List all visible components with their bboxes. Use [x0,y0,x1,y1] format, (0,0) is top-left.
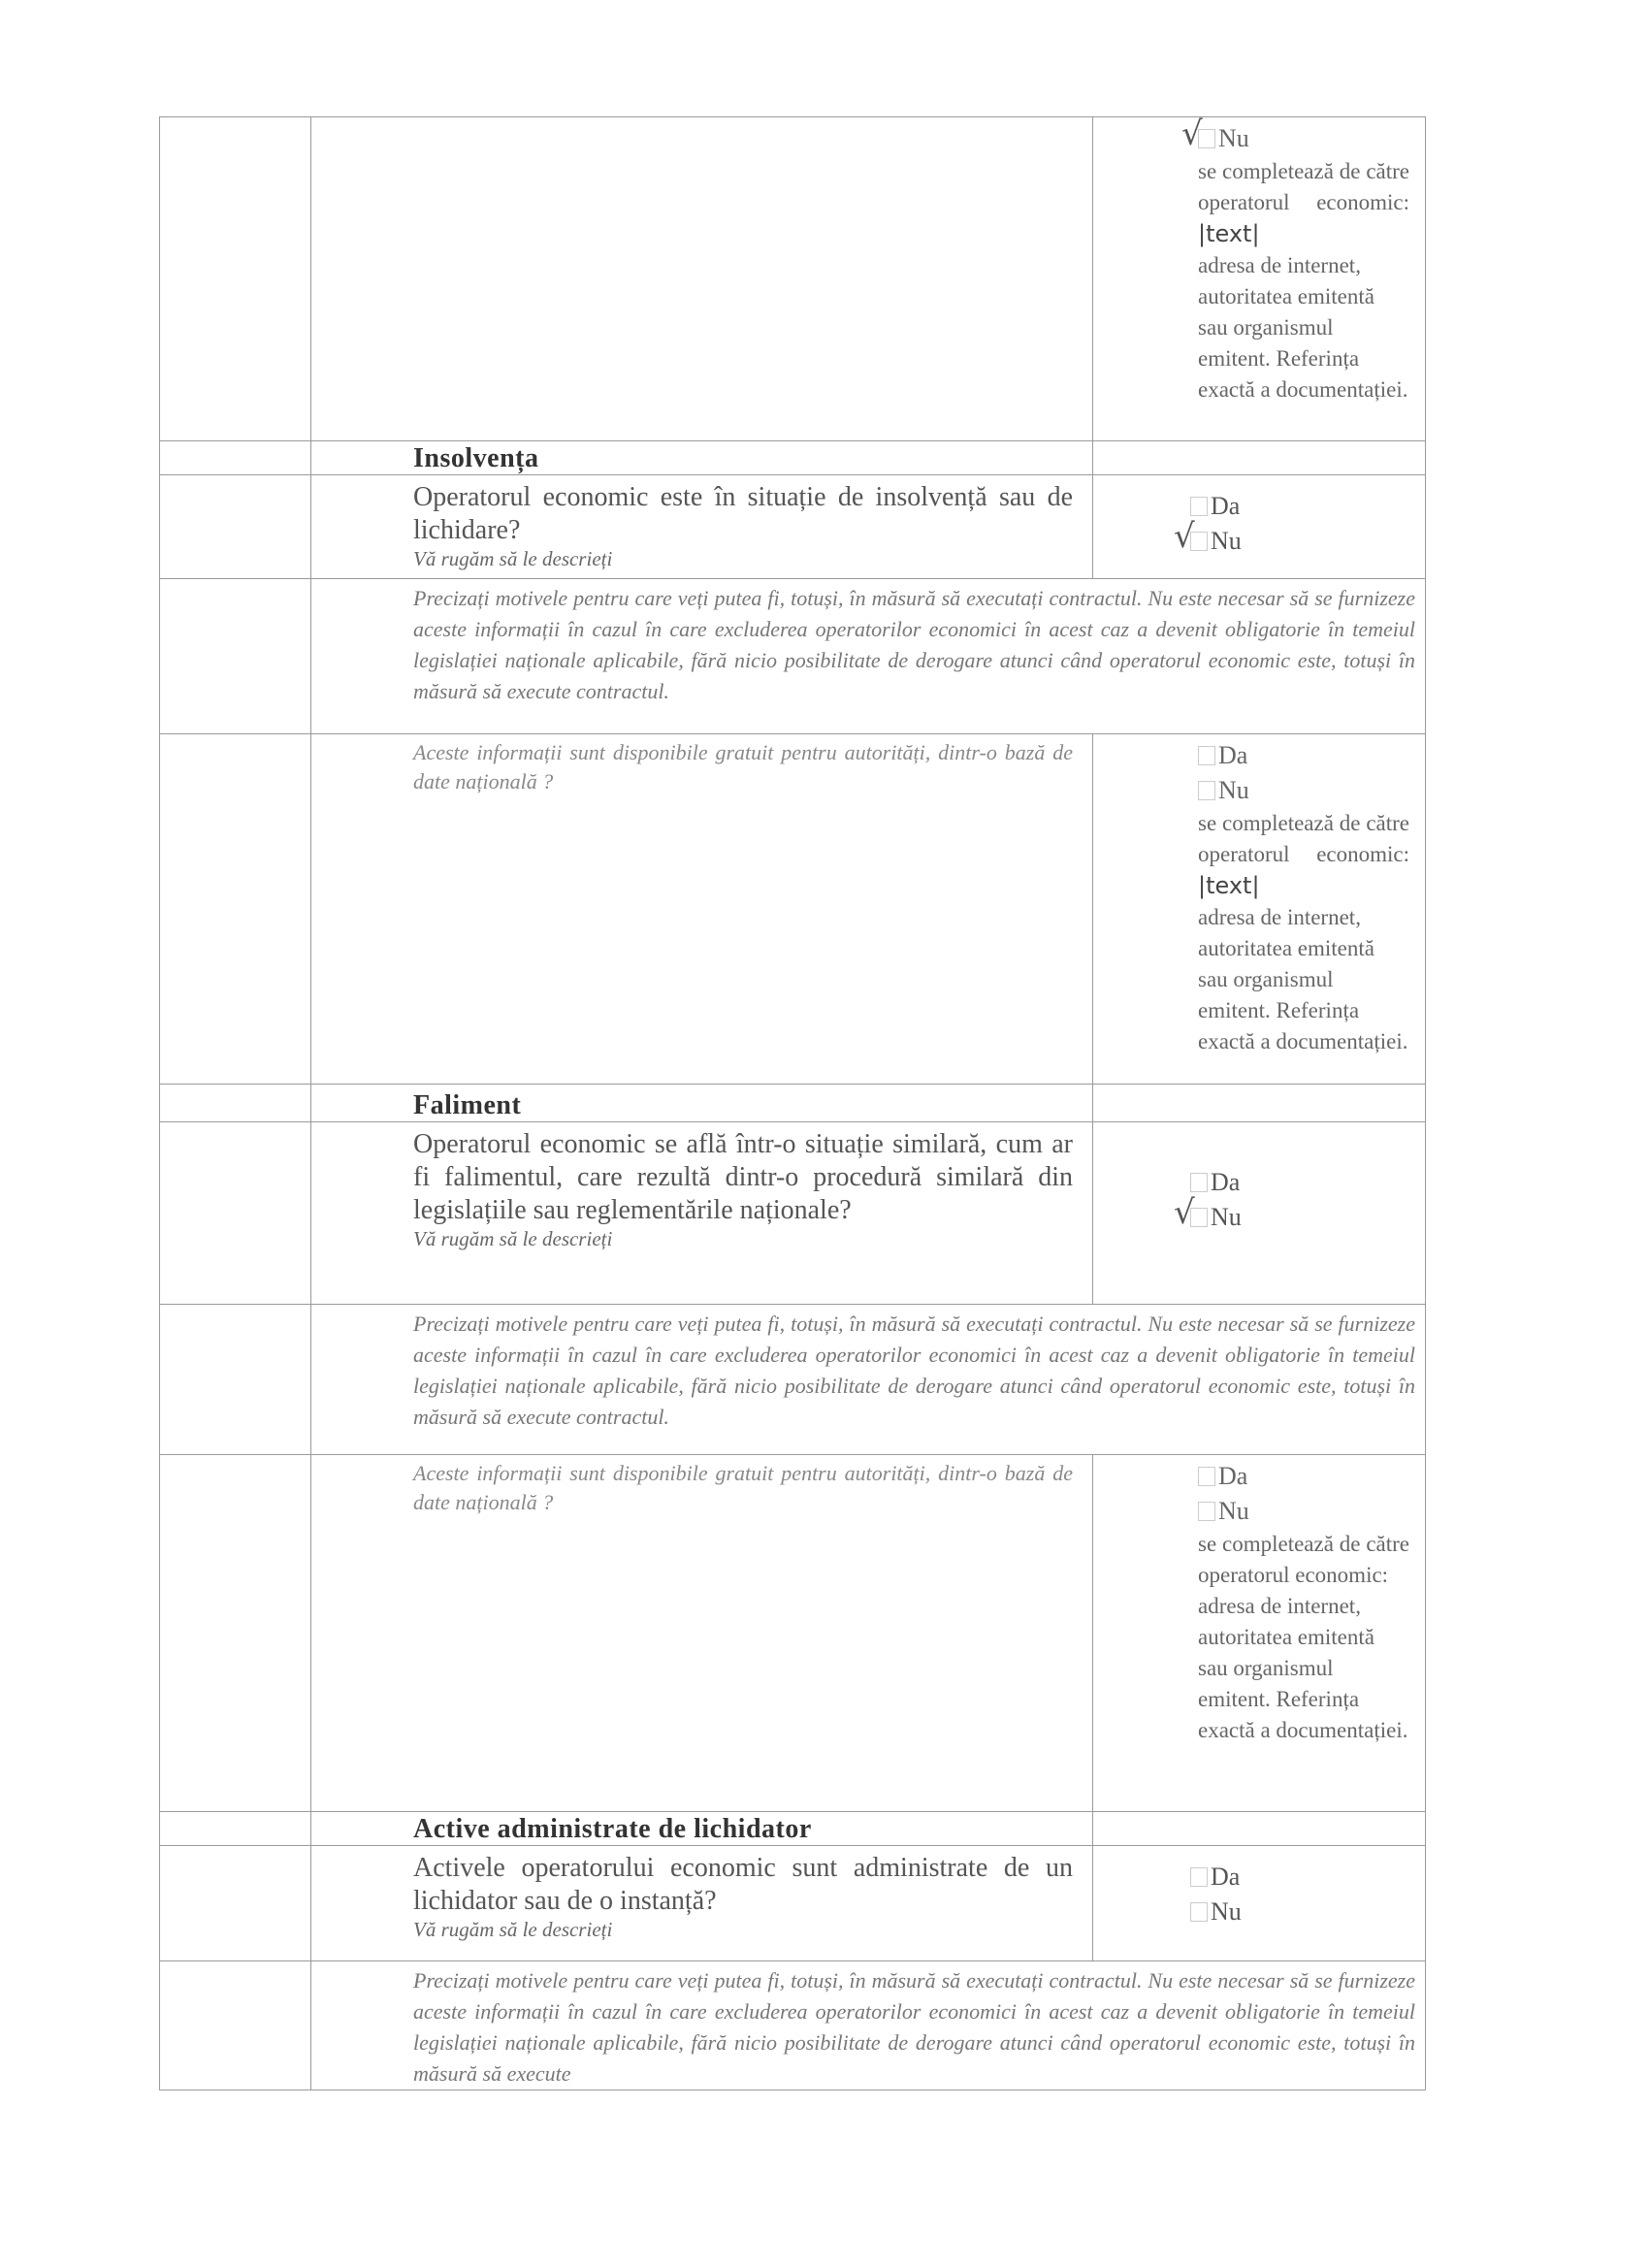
check-mark-icon: √ [1174,517,1195,556]
declaration-table [159,116,1426,2090]
question-text: Operatorul economic se află într-o situație similară, cum ar fi falimentul, care rezultă dintr-o procedură similară din legislațiile sau reglementările naționale? [413,1129,1073,1225]
option-yes[interactable]: Da [1190,1165,1425,1200]
checkbox[interactable] [1190,1173,1208,1192]
section-header-row [160,441,1426,475]
section-title: Active administrate de lichidator [413,1814,812,1844]
checkbox[interactable] [1198,746,1215,765]
option-yes[interactable]: Da [1198,1459,1409,1494]
checkbox[interactable] [1190,1902,1208,1922]
availability-row: Aceste informații sunt disponibile gratuit pentru autorități, dintr-o bază de date națională ? Da Nu se completează de către operatorul economic: adresa de internet, autoritatea emitentă sau organismul emitent. Referința exactă a documentației. [160,1455,1426,1812]
question-row [160,1846,1426,1961]
describe-hint: Vă rugăm să le descrieți [413,1918,613,1941]
check-mark-icon: √ [1181,114,1203,153]
reasons-text: Precizați motivele pentru care veți putea fi, totuși, în măsură să executați contractul. Nu este necesar să se furnizeze aceste informații în cazul în care excluderea operatorilor economici în acest caz a devenit obligatorie în temeiul legislației naționale aplicabile, fără nicio posibilitate de derogare atunci când operatorul economic este, totuși în măsură să execute [413,1968,1415,2086]
option-yes[interactable]: Da [1190,1860,1425,1895]
option-no[interactable]: √ Nu [1174,1193,1242,1232]
checkbox[interactable] [1190,497,1208,516]
reasons-text: Precizați motivele pentru care veți putea fi, totuși, în măsură să executați contractul. Nu este necesar să se furnizeze aceste informații în cazul în care excluderea operatorilor economici în acest caz a devenit obligatorie în temeiul legislației naționale aplicabile, fără nicio posibilitate de derogare atunci când operatorul economic este, totuși în măsură să execute contractul. [413,586,1415,703]
option-no[interactable]: Nu [1190,1895,1425,1929]
checkbox[interactable] [1190,1867,1208,1887]
question-row [160,1122,1426,1305]
section-title: Insolvența [413,443,539,473]
question-row [160,475,1426,579]
check-mark-icon: √ [1174,1193,1195,1232]
option-no[interactable]: Nu [1198,1494,1409,1529]
availability-question: Aceste informații sunt disponibile gratuit pentru autorități, dintr-o bază de date națională ? [413,1461,1073,1514]
reasons-text: Precizați motivele pentru care veți putea fi, totuși, în măsură să executați contractul. Nu este necesar să se furnizeze aceste informații în cazul în care excluderea operatorilor economici în acest caz a devenit obligatorie în temeiul legislației naționale aplicabile, fără nicio posibilitate de derogare atunci când operatorul economic este, totuși în măsură să execute contractul. [413,1312,1415,1429]
text-field[interactable]: |text| [1198,872,1260,899]
question-text: Operatorul economic este în situație de insolvență sau de lichidare? [413,482,1073,545]
describe-hint: Vă rugăm să le descrieți [413,547,613,570]
option-yes[interactable]: Da [1190,489,1425,524]
answer-block: √ Nu se completează de către operatorul economic: |text| adresa de internet, autoritatea emitentă sau organismul emitent. Referința exactă a documentației. [1181,114,1409,402]
reasons-row [160,1305,1426,1455]
section-header-row [160,1812,1426,1846]
option-yes[interactable]: Da [1198,738,1409,773]
reasons-row [160,1961,1426,2090]
question-text: Activele operatorului economic sunt administrate de un lichidator sau de o instanță? [413,1853,1073,1916]
describe-hint: Vă rugăm să le descrieți [413,1227,613,1250]
checkbox[interactable] [1198,781,1215,800]
checkbox[interactable] [1198,1467,1215,1486]
checkbox[interactable] [1198,1502,1215,1521]
table-row [160,117,1426,441]
section-title: Faliment [413,1090,522,1120]
availability-question: Aceste informații sunt disponibile gratuit pentru autorități, dintr-o bază de date națională ? [413,740,1073,794]
section-header-row [160,1085,1426,1122]
reasons-row [160,579,1426,734]
option-no[interactable]: √ Nu [1181,114,1249,153]
option-no[interactable]: √ Nu [1174,517,1242,556]
availability-row: Aceste informații sunt disponibile gratuit pentru autorități, dintr-o bază de date națională ? Da Nu se completează de către operatorul economic: |text| adresa de internet, autoritatea emitentă sau organismul emitent. Referința exactă a documentației. [160,734,1426,1085]
option-no[interactable]: Nu [1198,773,1409,808]
text-field[interactable]: |text| [1198,220,1260,247]
